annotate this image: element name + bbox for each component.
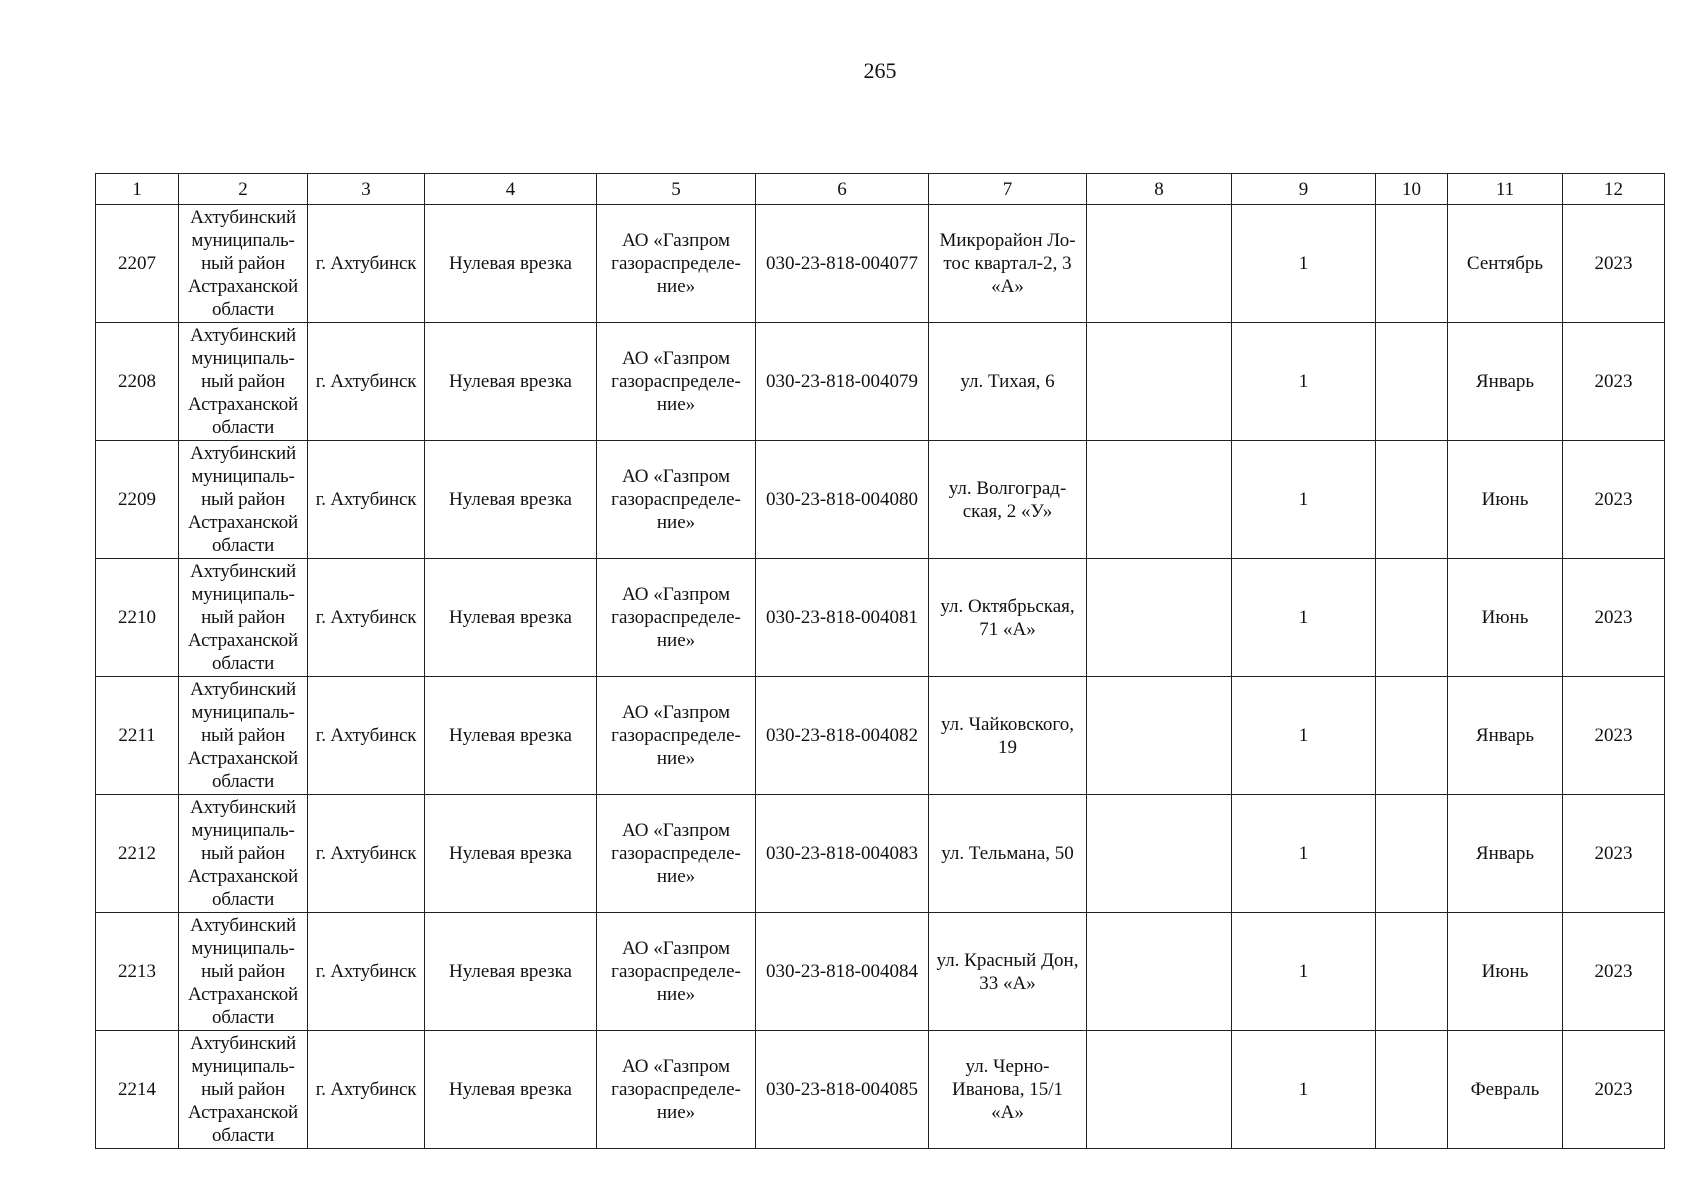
- column-8-cell: [1087, 913, 1232, 1031]
- object-code-cell: 030-23-818-004085: [756, 1031, 929, 1149]
- table-row: [96, 795, 1665, 913]
- work-type-cell: Нулевая врезка: [425, 913, 597, 1031]
- column-number-cell: 5: [597, 174, 756, 205]
- quantity-cell: 1: [1232, 559, 1376, 677]
- year-cell: 2023: [1563, 559, 1665, 677]
- column-number-cell: 10: [1376, 174, 1448, 205]
- organization-cell: АО «Газпром газораспределе- ние»: [597, 205, 756, 323]
- address-cell: ул. Волгоград- ская, 2 «У»: [929, 441, 1087, 559]
- address-cell: ул. Тельмана, 50: [929, 795, 1087, 913]
- organization-cell: АО «Газпром газораспределе- ние»: [597, 1031, 756, 1149]
- month-cell: Июнь: [1448, 913, 1563, 1031]
- column-number-cell: 3: [308, 174, 425, 205]
- column-8-cell: [1087, 677, 1232, 795]
- table-row: [96, 205, 1665, 323]
- work-type-cell: Нулевая врезка: [425, 795, 597, 913]
- column-10-cell: [1376, 913, 1448, 1031]
- column-number-cell: 12: [1563, 174, 1665, 205]
- page-number: 265: [863, 58, 897, 83]
- column-number-row: [96, 174, 1665, 205]
- district-cell: Ахтубинский муниципаль- ный район Астраханской области: [179, 795, 308, 913]
- table-row: [96, 441, 1665, 559]
- table-row: [96, 677, 1665, 795]
- year-cell: 2023: [1563, 795, 1665, 913]
- district-cell: Ахтубинский муниципаль- ный район Астраханской области: [179, 677, 308, 795]
- row-number-cell: 2213: [96, 913, 179, 1031]
- row-number-cell: 2211: [96, 677, 179, 795]
- address-cell: ул. Тихая, 6: [929, 323, 1087, 441]
- row-number-cell: 2207: [96, 205, 179, 323]
- column-8-cell: [1087, 205, 1232, 323]
- table-body: [96, 174, 1665, 1149]
- address-cell: ул. Октябрьская, 71 «А»: [929, 559, 1087, 677]
- district-cell: Ахтубинский муниципаль- ный район Астраханской области: [179, 913, 308, 1031]
- city-cell: г. Ахтубинск: [308, 323, 425, 441]
- table-row: [96, 913, 1665, 1031]
- month-cell: Январь: [1448, 323, 1563, 441]
- work-type-cell: Нулевая врезка: [425, 1031, 597, 1149]
- quantity-cell: 1: [1232, 1031, 1376, 1149]
- column-10-cell: [1376, 559, 1448, 677]
- column-number-cell: 11: [1448, 174, 1563, 205]
- address-cell: ул. Чайковского, 19: [929, 677, 1087, 795]
- organization-cell: АО «Газпром газораспределе- ние»: [597, 677, 756, 795]
- row-number-cell: 2214: [96, 1031, 179, 1149]
- object-code-cell: 030-23-818-004084: [756, 913, 929, 1031]
- table-row: [96, 323, 1665, 441]
- year-cell: 2023: [1563, 205, 1665, 323]
- address-cell: ул. Красный Дон, 33 «А»: [929, 913, 1087, 1031]
- city-cell: г. Ахтубинск: [308, 677, 425, 795]
- work-type-cell: Нулевая врезка: [425, 205, 597, 323]
- month-cell: Январь: [1448, 677, 1563, 795]
- object-code-cell: 030-23-818-004083: [756, 795, 929, 913]
- year-cell: 2023: [1563, 1031, 1665, 1149]
- year-cell: 2023: [1563, 441, 1665, 559]
- quantity-cell: 1: [1232, 205, 1376, 323]
- district-cell: Ахтубинский муниципаль- ный район Астраханской области: [179, 441, 308, 559]
- column-8-cell: [1087, 441, 1232, 559]
- address-cell: Микрорайон Ло- тос квартал-2, 3 «А»: [929, 205, 1087, 323]
- column-10-cell: [1376, 677, 1448, 795]
- column-8-cell: [1087, 559, 1232, 677]
- column-number-cell: 7: [929, 174, 1087, 205]
- registry-table: [95, 173, 1665, 1149]
- column-8-cell: [1087, 795, 1232, 913]
- quantity-cell: 1: [1232, 323, 1376, 441]
- city-cell: г. Ахтубинск: [308, 205, 425, 323]
- column-number-cell: 1: [96, 174, 179, 205]
- object-code-cell: 030-23-818-004081: [756, 559, 929, 677]
- organization-cell: АО «Газпром газораспределе- ние»: [597, 795, 756, 913]
- row-number-cell: 2209: [96, 441, 179, 559]
- month-cell: Февраль: [1448, 1031, 1563, 1149]
- work-type-cell: Нулевая врезка: [425, 677, 597, 795]
- year-cell: 2023: [1563, 913, 1665, 1031]
- city-cell: г. Ахтубинск: [308, 795, 425, 913]
- column-10-cell: [1376, 795, 1448, 913]
- work-type-cell: Нулевая врезка: [425, 441, 597, 559]
- month-cell: Июнь: [1448, 441, 1563, 559]
- organization-cell: АО «Газпром газораспределе- ние»: [597, 913, 756, 1031]
- quantity-cell: 1: [1232, 677, 1376, 795]
- column-number-cell: 4: [425, 174, 597, 205]
- column-10-cell: [1376, 1031, 1448, 1149]
- city-cell: г. Ахтубинск: [308, 913, 425, 1031]
- column-number-cell: 9: [1232, 174, 1376, 205]
- table-row: [96, 559, 1665, 677]
- column-number-cell: 2: [179, 174, 308, 205]
- district-cell: Ахтубинский муниципаль- ный район Астраханской области: [179, 323, 308, 441]
- organization-cell: АО «Газпром газораспределе- ние»: [597, 323, 756, 441]
- district-cell: Ахтубинский муниципаль- ный район Астраханской области: [179, 1031, 308, 1149]
- table-row: [96, 1031, 1665, 1149]
- work-type-cell: Нулевая врезка: [425, 559, 597, 677]
- organization-cell: АО «Газпром газораспределе- ние»: [597, 559, 756, 677]
- object-code-cell: 030-23-818-004079: [756, 323, 929, 441]
- year-cell: 2023: [1563, 677, 1665, 795]
- column-number-cell: 8: [1087, 174, 1232, 205]
- object-code-cell: 030-23-818-004077: [756, 205, 929, 323]
- year-cell: 2023: [1563, 323, 1665, 441]
- city-cell: г. Ахтубинск: [308, 1031, 425, 1149]
- object-code-cell: 030-23-818-004080: [756, 441, 929, 559]
- city-cell: г. Ахтубинск: [308, 441, 425, 559]
- district-cell: Ахтубинский муниципаль- ный район Астраханской области: [179, 205, 308, 323]
- district-cell: Ахтубинский муниципаль- ный район Астраханской области: [179, 559, 308, 677]
- city-cell: г. Ахтубинск: [308, 559, 425, 677]
- address-cell: ул. Черно- Иванова, 15/1 «А»: [929, 1031, 1087, 1149]
- quantity-cell: 1: [1232, 913, 1376, 1031]
- column-10-cell: [1376, 205, 1448, 323]
- object-code-cell: 030-23-818-004082: [756, 677, 929, 795]
- work-type-cell: Нулевая врезка: [425, 323, 597, 441]
- quantity-cell: 1: [1232, 441, 1376, 559]
- month-cell: Сентябрь: [1448, 205, 1563, 323]
- column-10-cell: [1376, 441, 1448, 559]
- column-10-cell: [1376, 323, 1448, 441]
- row-number-cell: 2210: [96, 559, 179, 677]
- column-number-cell: 6: [756, 174, 929, 205]
- month-cell: Июнь: [1448, 559, 1563, 677]
- column-8-cell: [1087, 323, 1232, 441]
- organization-cell: АО «Газпром газораспределе- ние»: [597, 441, 756, 559]
- row-number-cell: 2208: [96, 323, 179, 441]
- row-number-cell: 2212: [96, 795, 179, 913]
- column-8-cell: [1087, 1031, 1232, 1149]
- month-cell: Январь: [1448, 795, 1563, 913]
- quantity-cell: 1: [1232, 795, 1376, 913]
